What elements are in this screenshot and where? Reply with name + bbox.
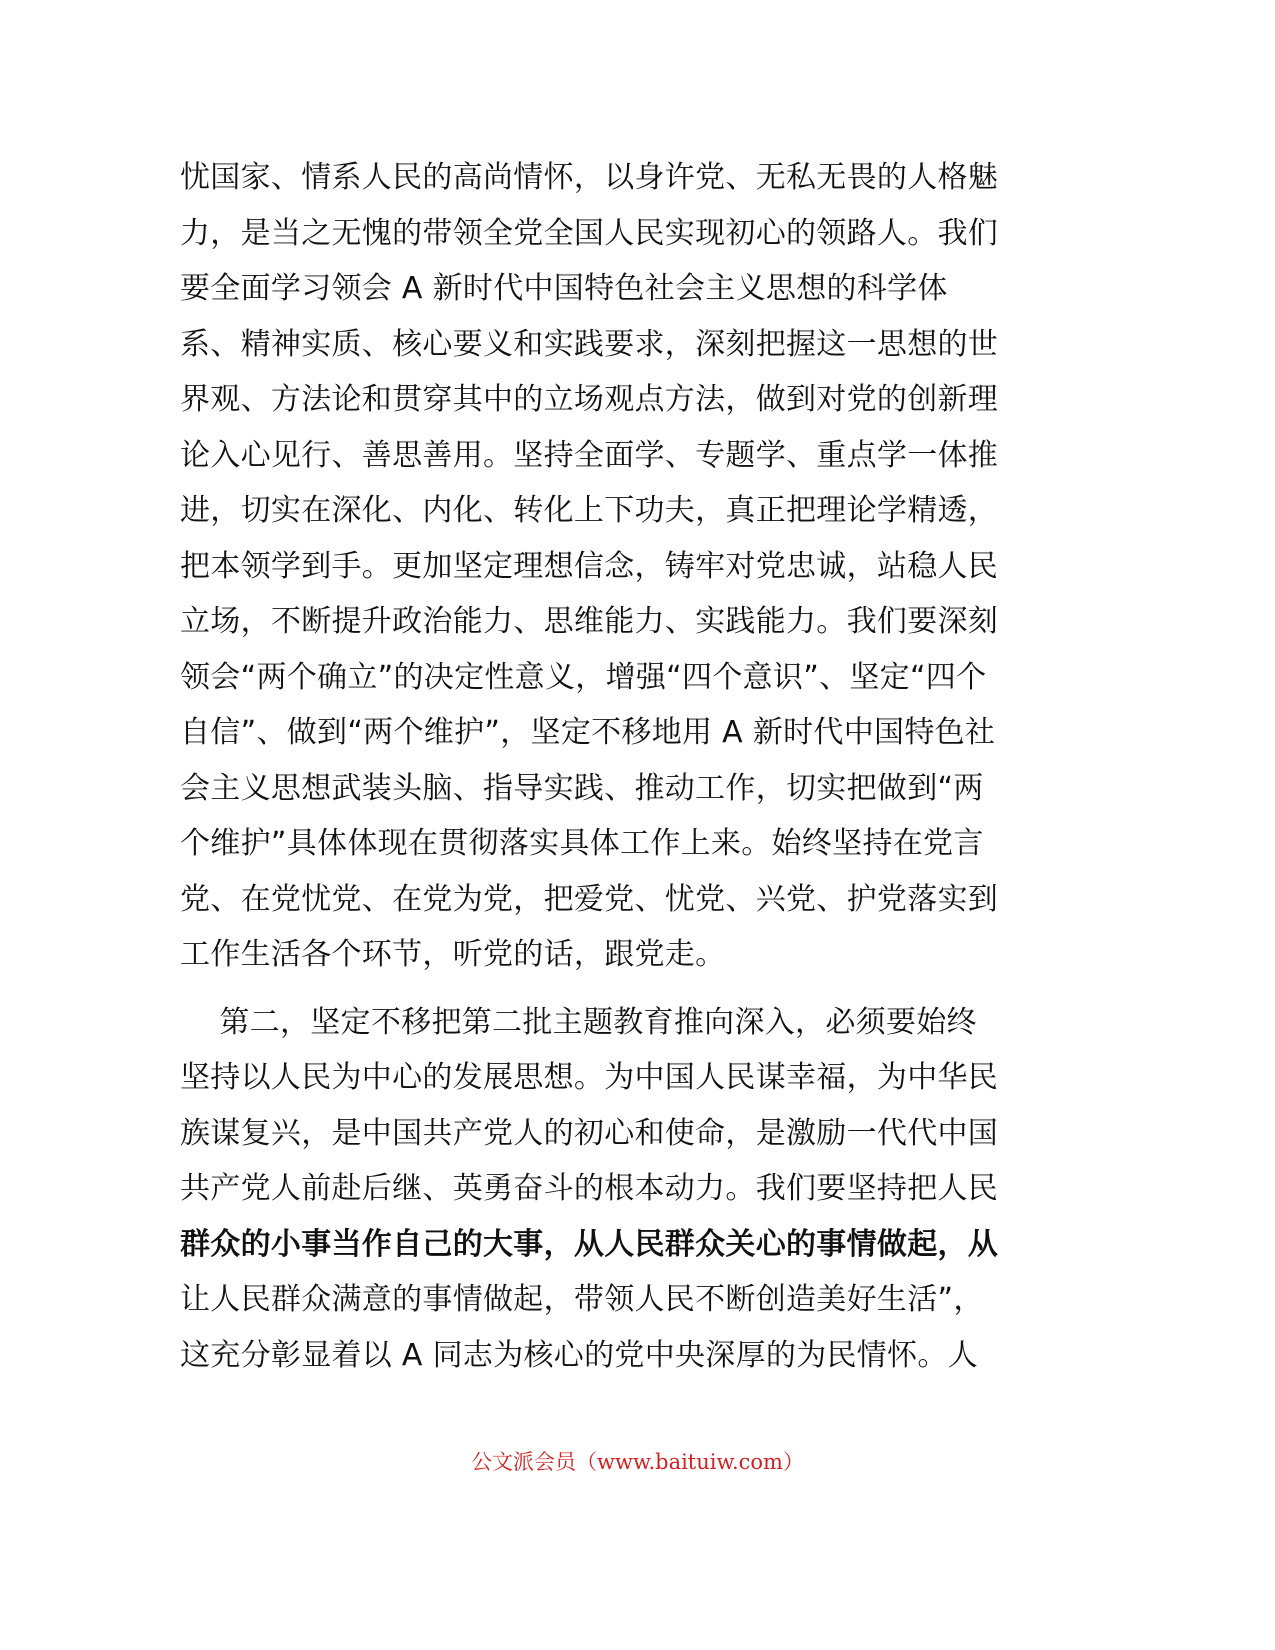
text-line-bold: 群众的小事当作自己的大事，从人民群众关心的事情做起，从 (180, 1226, 999, 1262)
paragraph-1 (180, 150, 1050, 983)
body-text (180, 150, 1050, 1383)
text-line: 要全面学习领会 A 新时代中国特色社会主义思想的科学体 (180, 271, 948, 306)
text-line: 立场，不断提升政治能力、思维能力、实践能力。我们要深刻 (180, 604, 999, 639)
text-line: 忧国家、情系人民的高尚情怀，以身许党、无私无畏的人格魅 (180, 160, 999, 195)
text-line: 界观、方法论和贯穿其中的立场观点方法，做到对党的创新理 (180, 382, 999, 417)
text-line: 会主义思想武装头脑、指导实践、推动工作，切实把做到“两 (180, 770, 984, 806)
text-line: 工作生活各个环节，听党的话，跟党走。 (180, 937, 726, 972)
text-line: 坚持以人民为中心的发展思想。为中国人民谋幸福，为中华民 (180, 1060, 999, 1095)
text-line: 个维护”具体体现在贯彻落实具体工作上来。始终坚持在党言 (180, 826, 984, 861)
text-line: 让人民群众满意的事情做起，带领人民不断创造美好生活”， (180, 1282, 984, 1317)
text-line: 族谋复兴，是中国共产党人的初心和使命，是激励一代代中国 (180, 1115, 999, 1151)
text-line: 这充分彰显着以 A 同志为核心的党中央深厚的为民情怀。人 (180, 1337, 978, 1373)
text-line: 力，是当之无愧的带领全党全国人民实现初心的领路人。我们 (180, 215, 999, 251)
text-line: 共产党人前赴后继、英勇奋斗的根本动力。我们要坚持把人民 (180, 1171, 999, 1206)
text-line: 论入心见行、善思善用。坚持全面学、专题学、重点学一体推 (180, 437, 999, 473)
paragraph-2 (180, 995, 1050, 1384)
footer-watermark: 公文派会员（www.baituiw.com） (471, 1450, 804, 1474)
text-line: 领会“两个确立”的决定性意义，增强“四个意识”、坚定“四个 (180, 659, 987, 695)
text-line: 第二，坚定不移把第二批主题教育推向深入，必须要始终 (180, 1004, 977, 1040)
text-line: 把本领学到手。更加坚定理想信念，铸牢对党忠诚，站稳人民 (180, 548, 999, 584)
text-line: 党、在党忧党、在党为党，把爱党、忧党、兴党、护党落实到 (180, 881, 999, 917)
paragraph-spacer (180, 983, 1050, 995)
text-line: 自信”、做到“两个维护”，坚定不移地用 A 新时代中国特色社 (180, 715, 996, 750)
text-line: 系、精神实质、核心要义和实践要求，深刻把握这一思想的世 (180, 326, 999, 362)
text-line: 进，切实在深化、内化、转化上下功夫，真正把理论学精透， (180, 493, 999, 528)
